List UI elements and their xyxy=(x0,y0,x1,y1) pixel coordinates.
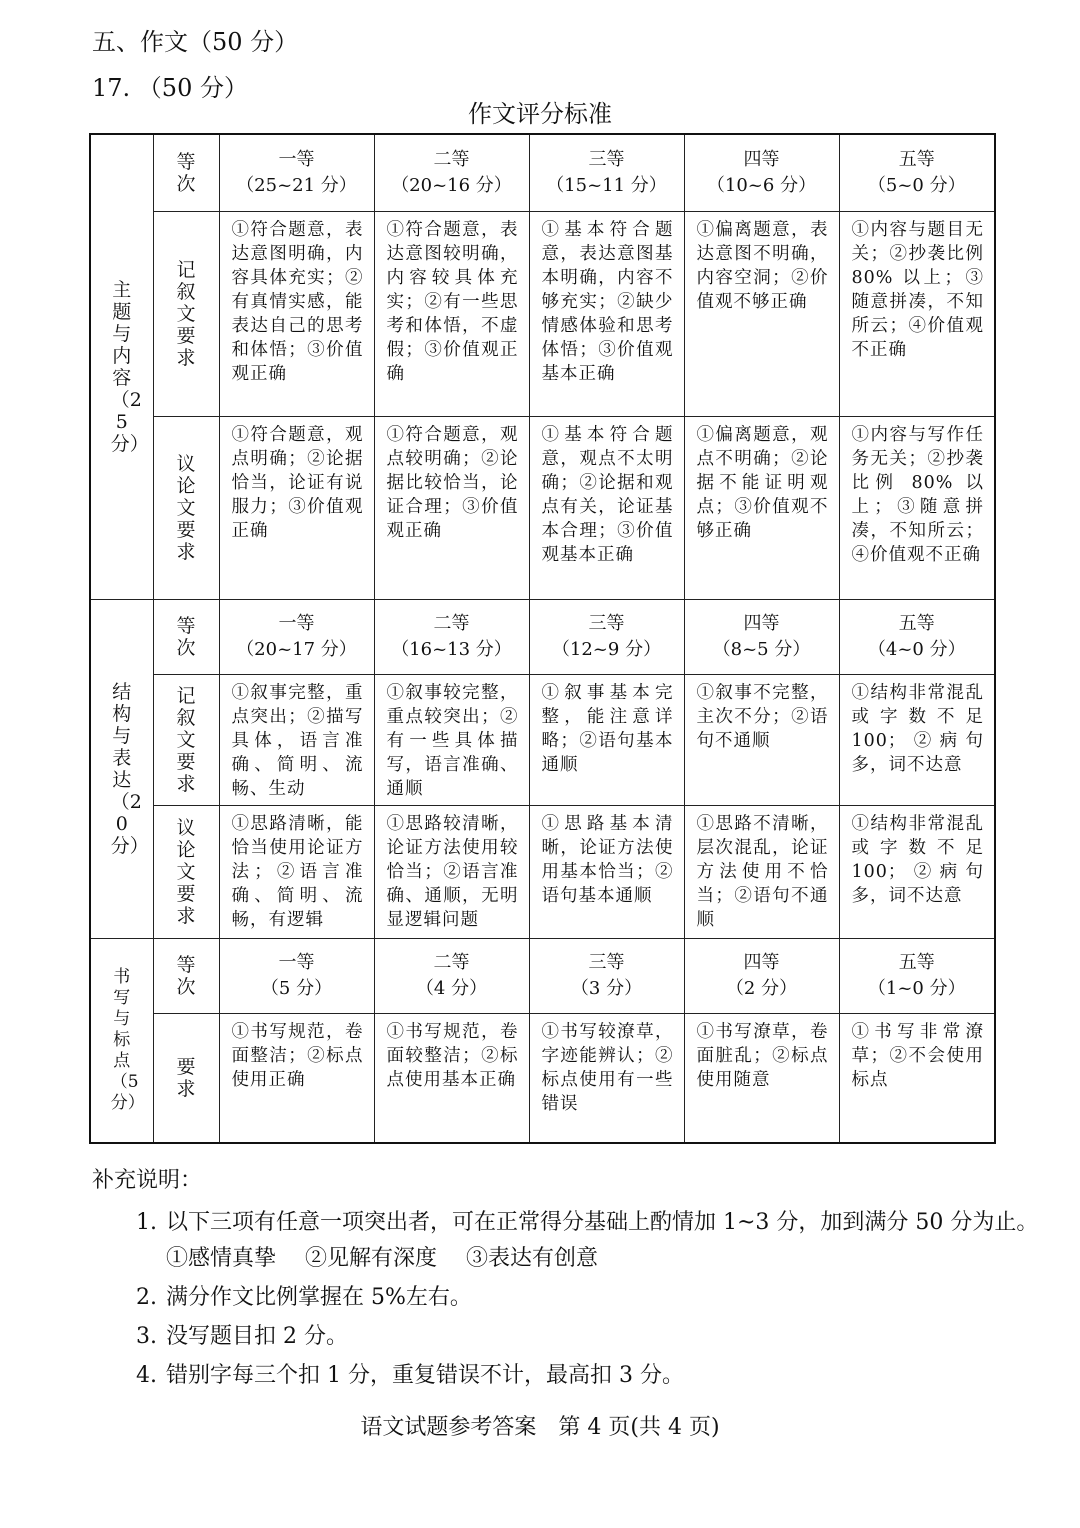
content-narrative-row xyxy=(90,211,995,416)
supplementary-notes xyxy=(92,1163,1038,1400)
page-footer: 语文试题参考答案 第 4 页(共 4 页) xyxy=(360,1415,720,1440)
grade-cell: 二等 （20~16 分） xyxy=(374,134,529,211)
grade-cell: 四等 （2 分） xyxy=(684,938,839,1013)
criteria-cell: ①符合题意，表达意图明确，内容具体充实；②有真情实感，能表达自己的思考和体悟；③价值观正确 xyxy=(219,211,374,416)
criteria-cell: ①偏离题意，表达意图不明确，内容空洞；②价值观不够正确 xyxy=(684,211,839,416)
requirement-label: 要求 xyxy=(153,1013,219,1143)
table-title: 作文评分标准 xyxy=(468,100,612,128)
criteria-cell: ①偏离题意，观点不明确；②论据不能证明观点；③价值观不够正确 xyxy=(684,416,839,599)
writing-grade-row xyxy=(90,938,995,1013)
structure-argument-row xyxy=(90,805,995,938)
structure-grade-row xyxy=(90,599,995,674)
question-number: 17. （50 分） xyxy=(92,74,248,102)
option: ①感情真挚 xyxy=(166,1246,277,1271)
criteria-cell: ①思路较清晰，论证方法使用较恰当；②语言准确、通顺，无明显逻辑问题 xyxy=(374,805,529,938)
criteria-cell: ①符合题意，观点较明确；②论据比较恰当，论证合理；③价值观正确 xyxy=(374,416,529,599)
criteria-cell: ①思路清晰，能恰当使用论证方法；②语言准确、简明、流畅，有逻辑 xyxy=(219,805,374,938)
grade-label: 等次 xyxy=(153,599,219,674)
category-writing: 书写与标点（5分） xyxy=(90,938,153,1143)
criteria-cell: ①叙事较完整，重点较突出；②有一些具体描写，语言准确、通顺 xyxy=(374,674,529,805)
grade-cell: 五等 （5~0 分） xyxy=(839,134,995,211)
grade-label: 等次 xyxy=(153,134,219,211)
notes-list xyxy=(92,1208,1038,1391)
criteria-cell: ①结构非常混乱或字数不足100；②病句多，词不达意 xyxy=(839,674,995,805)
writing-req-row xyxy=(90,1013,995,1143)
criteria-cell: ①内容与题目无关；②抄袭比例 80% 以上；③随意拼凑，不知所云；④价值观不正确 xyxy=(839,211,995,416)
criteria-cell: ①叙事基本完整，能注意详略；②语句基本通顺 xyxy=(529,674,684,805)
grade-cell: 一等 （5 分） xyxy=(219,938,374,1013)
note-item: 2. 满分作文比例掌握在 5%左右。 xyxy=(136,1285,472,1310)
category-content: 主题与内容（25分） xyxy=(90,134,153,599)
section-title: 五、作文（50 分） xyxy=(92,28,299,56)
option: ③表达有创意 xyxy=(466,1246,599,1271)
grade-cell: 四等 （10~6 分） xyxy=(684,134,839,211)
option: ②见解有深度 xyxy=(305,1246,438,1271)
note-options xyxy=(166,1244,1038,1274)
category-structure: 结构与表达（20分） xyxy=(90,599,153,938)
structure-narrative-row xyxy=(90,674,995,805)
grade-cell: 四等 （8~5 分） xyxy=(684,599,839,674)
grade-label: 等次 xyxy=(153,938,219,1013)
narrative-label: 记叙文要求 xyxy=(153,211,219,416)
grade-cell: 一等 （25~21 分） xyxy=(219,134,374,211)
criteria-cell: ①思路不清晰，层次混乱，论证方法使用不恰当；②语句不通顺 xyxy=(684,805,839,938)
notes-heading: 补充说明： xyxy=(92,1168,203,1193)
criteria-cell: ①书写规范，卷面较整洁；②标点使用基本正确 xyxy=(374,1013,529,1143)
note-item: 3. 没写题目扣 2 分。 xyxy=(136,1324,348,1349)
grade-cell: 一等 （20~17 分） xyxy=(219,599,374,674)
criteria-cell: ①书写潦草，卷面脏乱；②标点使用随意 xyxy=(684,1013,839,1143)
criteria-cell: ①符合题意，观点明确；②论据恰当，论证有说服力；③价值观正确 xyxy=(219,416,374,599)
note-item: 4. 错别字每三个扣 1 分，重复错误不计，最高扣 3 分。 xyxy=(136,1363,684,1388)
criteria-cell: ①结构非常混乱或字数不足100；②病句多，词不达意 xyxy=(839,805,995,938)
criteria-cell: ①书写较潦草，字迹能辨认；②标点使用有一些错误 xyxy=(529,1013,684,1143)
content-grade-row xyxy=(90,134,995,211)
grade-cell: 二等 （4 分） xyxy=(374,938,529,1013)
criteria-cell: ①叙事不完整，主次不分；②语句不通顺 xyxy=(684,674,839,805)
criteria-cell: ①基本符合题意，表达意图基本明确，内容不够充实；②缺少情感体验和思考体悟；③价值观基本正确 xyxy=(529,211,684,416)
grade-cell: 三等 （12~9 分） xyxy=(529,599,684,674)
content-argument-row xyxy=(90,416,995,599)
grade-cell: 五等 （4~0 分） xyxy=(839,599,995,674)
argument-label: 议论文要求 xyxy=(153,805,219,938)
note-item: 1. 以下三项有任意一项突出者，可在正常得分基础上酌情加 1~3 分，加到满分 50 分为止。 ①感情真挚 ②见解有深度 ③表达有创意 xyxy=(92,1208,1038,1274)
criteria-cell: ①书写非常潦草；②不会使用标点 xyxy=(839,1013,995,1143)
criteria-cell: ①书写规范，卷面整洁；②标点使用正确 xyxy=(219,1013,374,1143)
argument-label: 议论文要求 xyxy=(153,416,219,599)
grade-cell: 三等 （3 分） xyxy=(529,938,684,1013)
grade-cell: 三等 （15~11 分） xyxy=(529,134,684,211)
criteria-cell: ①叙事完整，重点突出；②描写具体，语言准确、简明、流畅、生动 xyxy=(219,674,374,805)
criteria-cell: ①基本符合题意，观点不太明确；②论据和观点有关，论证基本合理；③价值观基本正确 xyxy=(529,416,684,599)
narrative-label: 记叙文要求 xyxy=(153,674,219,805)
grade-cell: 二等 （16~13 分） xyxy=(374,599,529,674)
criteria-cell: ①思路基本清晰，论证方法使用基本恰当；②语句基本通顺 xyxy=(529,805,684,938)
criteria-cell: ①内容与写作任务无关；②抄袭比例 80% 以上；③随意拼凑，不知所云；④价值观不正确 xyxy=(839,416,995,599)
grade-cell: 五等 （1~0 分） xyxy=(839,938,995,1013)
rubric-table xyxy=(89,133,996,1144)
criteria-cell: ①符合题意，表达意图较明确，内容较具体充实；②有一些思考和体悟，不虚假；③价值观正确 xyxy=(374,211,529,416)
